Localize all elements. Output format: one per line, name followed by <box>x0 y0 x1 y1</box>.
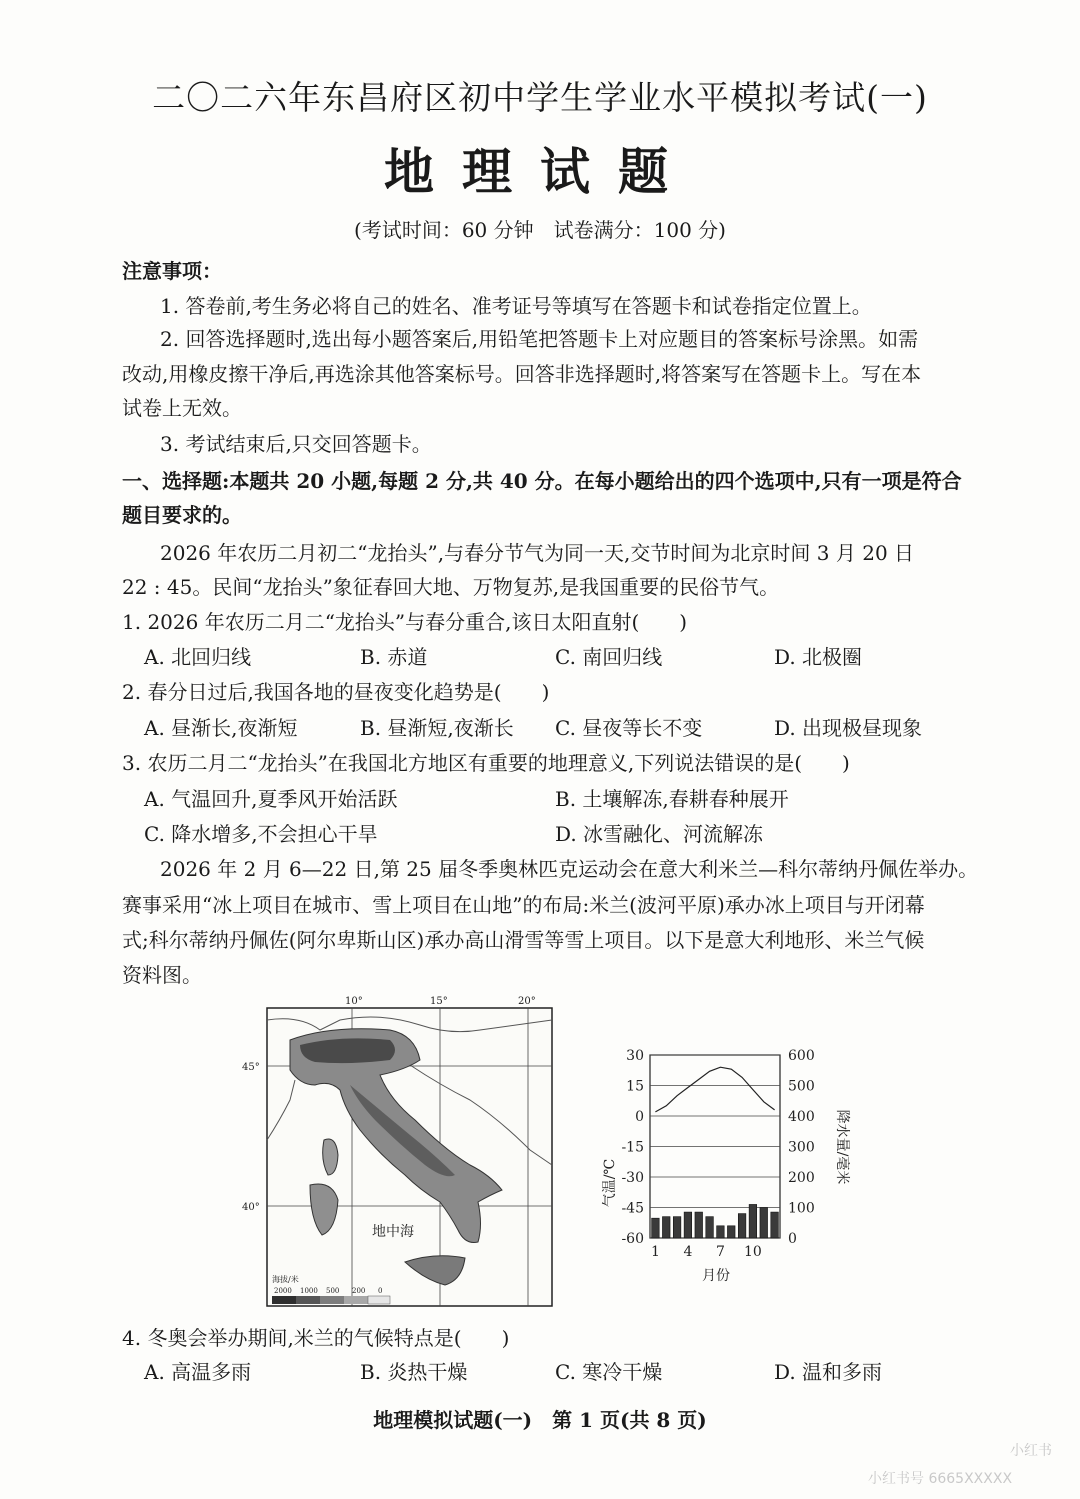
milan-climate-chart <box>590 1035 860 1300</box>
question-option: A. 气温回升,夏季风开始活跃 <box>144 787 398 811</box>
temp-tick-label: 15 <box>626 1078 644 1095</box>
legend-value: 0 <box>378 1287 383 1295</box>
temp-tick-label: 30 <box>626 1048 644 1064</box>
lon-label: 10° <box>345 996 363 1007</box>
question-option: B. 炎热干燥 <box>360 1360 468 1384</box>
precip-tick-label: 600 <box>788 1048 815 1064</box>
page-footer: 地理模拟试题(一) 第 1 页(共 8 页) <box>373 1408 707 1432</box>
question-option: C. 降水增多,不会担心干旱 <box>144 822 378 846</box>
italy-terrain-map <box>240 990 570 1310</box>
precipitation-bar <box>717 1226 725 1238</box>
month-tick-label: 4 <box>683 1244 693 1260</box>
precip-tick-label: 400 <box>788 1109 815 1125</box>
question-option: A. 北回归线 <box>144 645 252 669</box>
question-stem: 3. 农历二月二“龙抬头”在我国北方地区有重要的地理意义,下列说法错误的是( ) <box>122 751 850 775</box>
right-axis-label: 降水量/毫米 <box>834 1109 850 1185</box>
x-axis-label: 月份 <box>702 1268 730 1284</box>
watermark-id: 小红书号 6665XXXXX <box>868 1471 1013 1487</box>
precipitation-bar <box>695 1212 703 1238</box>
precip-tick-label: 200 <box>788 1170 815 1186</box>
precipitation-bar <box>771 1212 779 1238</box>
alps-highland <box>300 1038 395 1063</box>
precip-tick-label: 500 <box>788 1078 815 1095</box>
question-option: C. 寒冷干燥 <box>555 1360 663 1384</box>
precipitation-bar <box>749 1204 757 1238</box>
question-option: C. 昼夜等长不变 <box>555 716 703 740</box>
temp-tick-label: 0 <box>635 1109 644 1125</box>
month-tick-label: 7 <box>715 1244 725 1260</box>
question-option: A. 昼渐长,夜渐短 <box>144 716 298 740</box>
left-axis-label: 气温/℃ <box>602 1158 618 1208</box>
precipitation-bar <box>760 1208 768 1239</box>
legend-value: 2000 <box>274 1287 292 1295</box>
question-stem: 1. 2026 年农历二月二“龙抬头”与春分重合,该日太阳直射( ) <box>122 610 688 634</box>
precipitation-bar <box>684 1212 692 1238</box>
question-option: B. 昼渐短,夜渐长 <box>360 716 514 740</box>
notice-line: 3. 考试结束后,只交回答题卡。 <box>160 432 432 456</box>
exam-title: 二〇二六年东昌府区初中学生学业水平模拟考试(一) <box>152 78 928 117</box>
precipitation-bar <box>727 1226 735 1238</box>
notice-line: 2. 回答选择题时,选出每小题答案后,用铅笔把答题卡上对应题目的答案标号涂黑。如需 <box>160 327 919 351</box>
temp-tick-label: -15 <box>621 1139 644 1156</box>
temp-tick-label: -45 <box>621 1200 644 1217</box>
legend-swatch <box>296 1296 320 1304</box>
question-option: B. 赤道 <box>360 645 428 669</box>
lat-label: 45° <box>242 1062 260 1073</box>
lon-label: 20° <box>518 996 536 1007</box>
notice-line: 试卷上无效。 <box>122 396 242 420</box>
exam-info: (考试时间：60 分钟 试卷满分：100 分) <box>354 218 726 242</box>
temp-tick-label: -30 <box>621 1170 644 1186</box>
question-option: A. 高温多雨 <box>144 1360 252 1384</box>
section-heading: 一、选择题:本题共 20 小题,每题 2 分,共 40 分。在每小题给出的四个选项中,只有一项是符合 <box>122 469 962 493</box>
question-stem: 4. 冬奥会举办期间,米兰的气候特点是( ) <box>122 1326 510 1350</box>
question-option: D. 北极圈 <box>774 645 863 669</box>
legend-swatch <box>368 1296 390 1304</box>
legend-swatch <box>272 1296 296 1304</box>
passage1-line: 2026 年农历二月初二“龙抬头”,与春分节气为同一天,交节时间为北京时间 3 月 20 日 <box>160 541 915 565</box>
passage2-line: 赛事采用“冰上项目在城市、雪上项目在山地”的布局:米兰(波河平原)承办冰上项目与开闭幕 <box>122 893 925 917</box>
precipitation-bar <box>652 1218 660 1238</box>
precip-tick-label: 0 <box>788 1231 797 1247</box>
precipitation-bar <box>706 1217 714 1238</box>
legend-swatch <box>344 1296 368 1304</box>
watermark-logo: 小红书 <box>1010 1443 1052 1459</box>
passage2-line: 资料图。 <box>122 963 202 987</box>
precipitation-bar <box>738 1214 746 1238</box>
section-heading: 题目要求的。 <box>122 503 242 527</box>
notice-line: 改动,用橡皮擦干净后,再选涂其他答案标号。回答非选择题时,将答案写在答题卡上。写在本 <box>122 362 922 386</box>
question-option: D. 冰雪融化、河流解冻 <box>555 822 764 846</box>
question-option: C. 南回归线 <box>555 645 663 669</box>
month-tick-label: 1 <box>650 1244 660 1260</box>
notice-line: 1. 答卷前,考生务必将自己的姓名、准考证号等填写在答题卡和试卷指定位置上。 <box>160 294 872 318</box>
notice-title: 注意事项： <box>122 259 222 283</box>
passage2-line: 2026 年 2 月 6—22 日,第 25 届冬季奥林匹克运动会在意大利米兰—科尔蒂纳丹佩佐举办。 <box>160 857 979 881</box>
question-option: B. 土壤解冻,春耕春种展开 <box>555 787 789 811</box>
precipitation-bar <box>673 1217 681 1238</box>
precip-tick-label: 300 <box>788 1139 815 1156</box>
month-tick-label: 10 <box>744 1244 762 1260</box>
legend-value: 200 <box>352 1287 366 1295</box>
precipitation-bar <box>662 1217 670 1238</box>
sea-label: 地中海 <box>372 1224 414 1240</box>
legend-title: 海拔/米 <box>272 1275 299 1284</box>
passage2-line: 式;科尔蒂纳丹佩佐(阿尔卑斯山区)承办高山滑雪等雪上项目。以下是意大利地形、米兰气候 <box>122 928 925 952</box>
question-option: D. 温和多雨 <box>774 1360 883 1384</box>
subject-title: 地理试题 <box>384 142 696 201</box>
legend-swatch <box>320 1296 344 1304</box>
lat-label: 40° <box>242 1202 260 1213</box>
precip-tick-label: 100 <box>788 1200 815 1217</box>
legend-value: 500 <box>326 1287 340 1295</box>
passage1-line: 22 : 45。民间“龙抬头”象征春回大地、万物复苏,是我国重要的民俗节气。 <box>122 575 780 599</box>
temp-tick-label: -60 <box>621 1231 644 1247</box>
question-option: D. 出现极昼现象 <box>774 716 923 740</box>
lon-label: 15° <box>430 996 448 1007</box>
legend-value: 1000 <box>300 1287 318 1295</box>
temperature-line <box>655 1067 774 1112</box>
question-stem: 2. 春分日过后,我国各地的昼夜变化趋势是( ) <box>122 680 550 704</box>
